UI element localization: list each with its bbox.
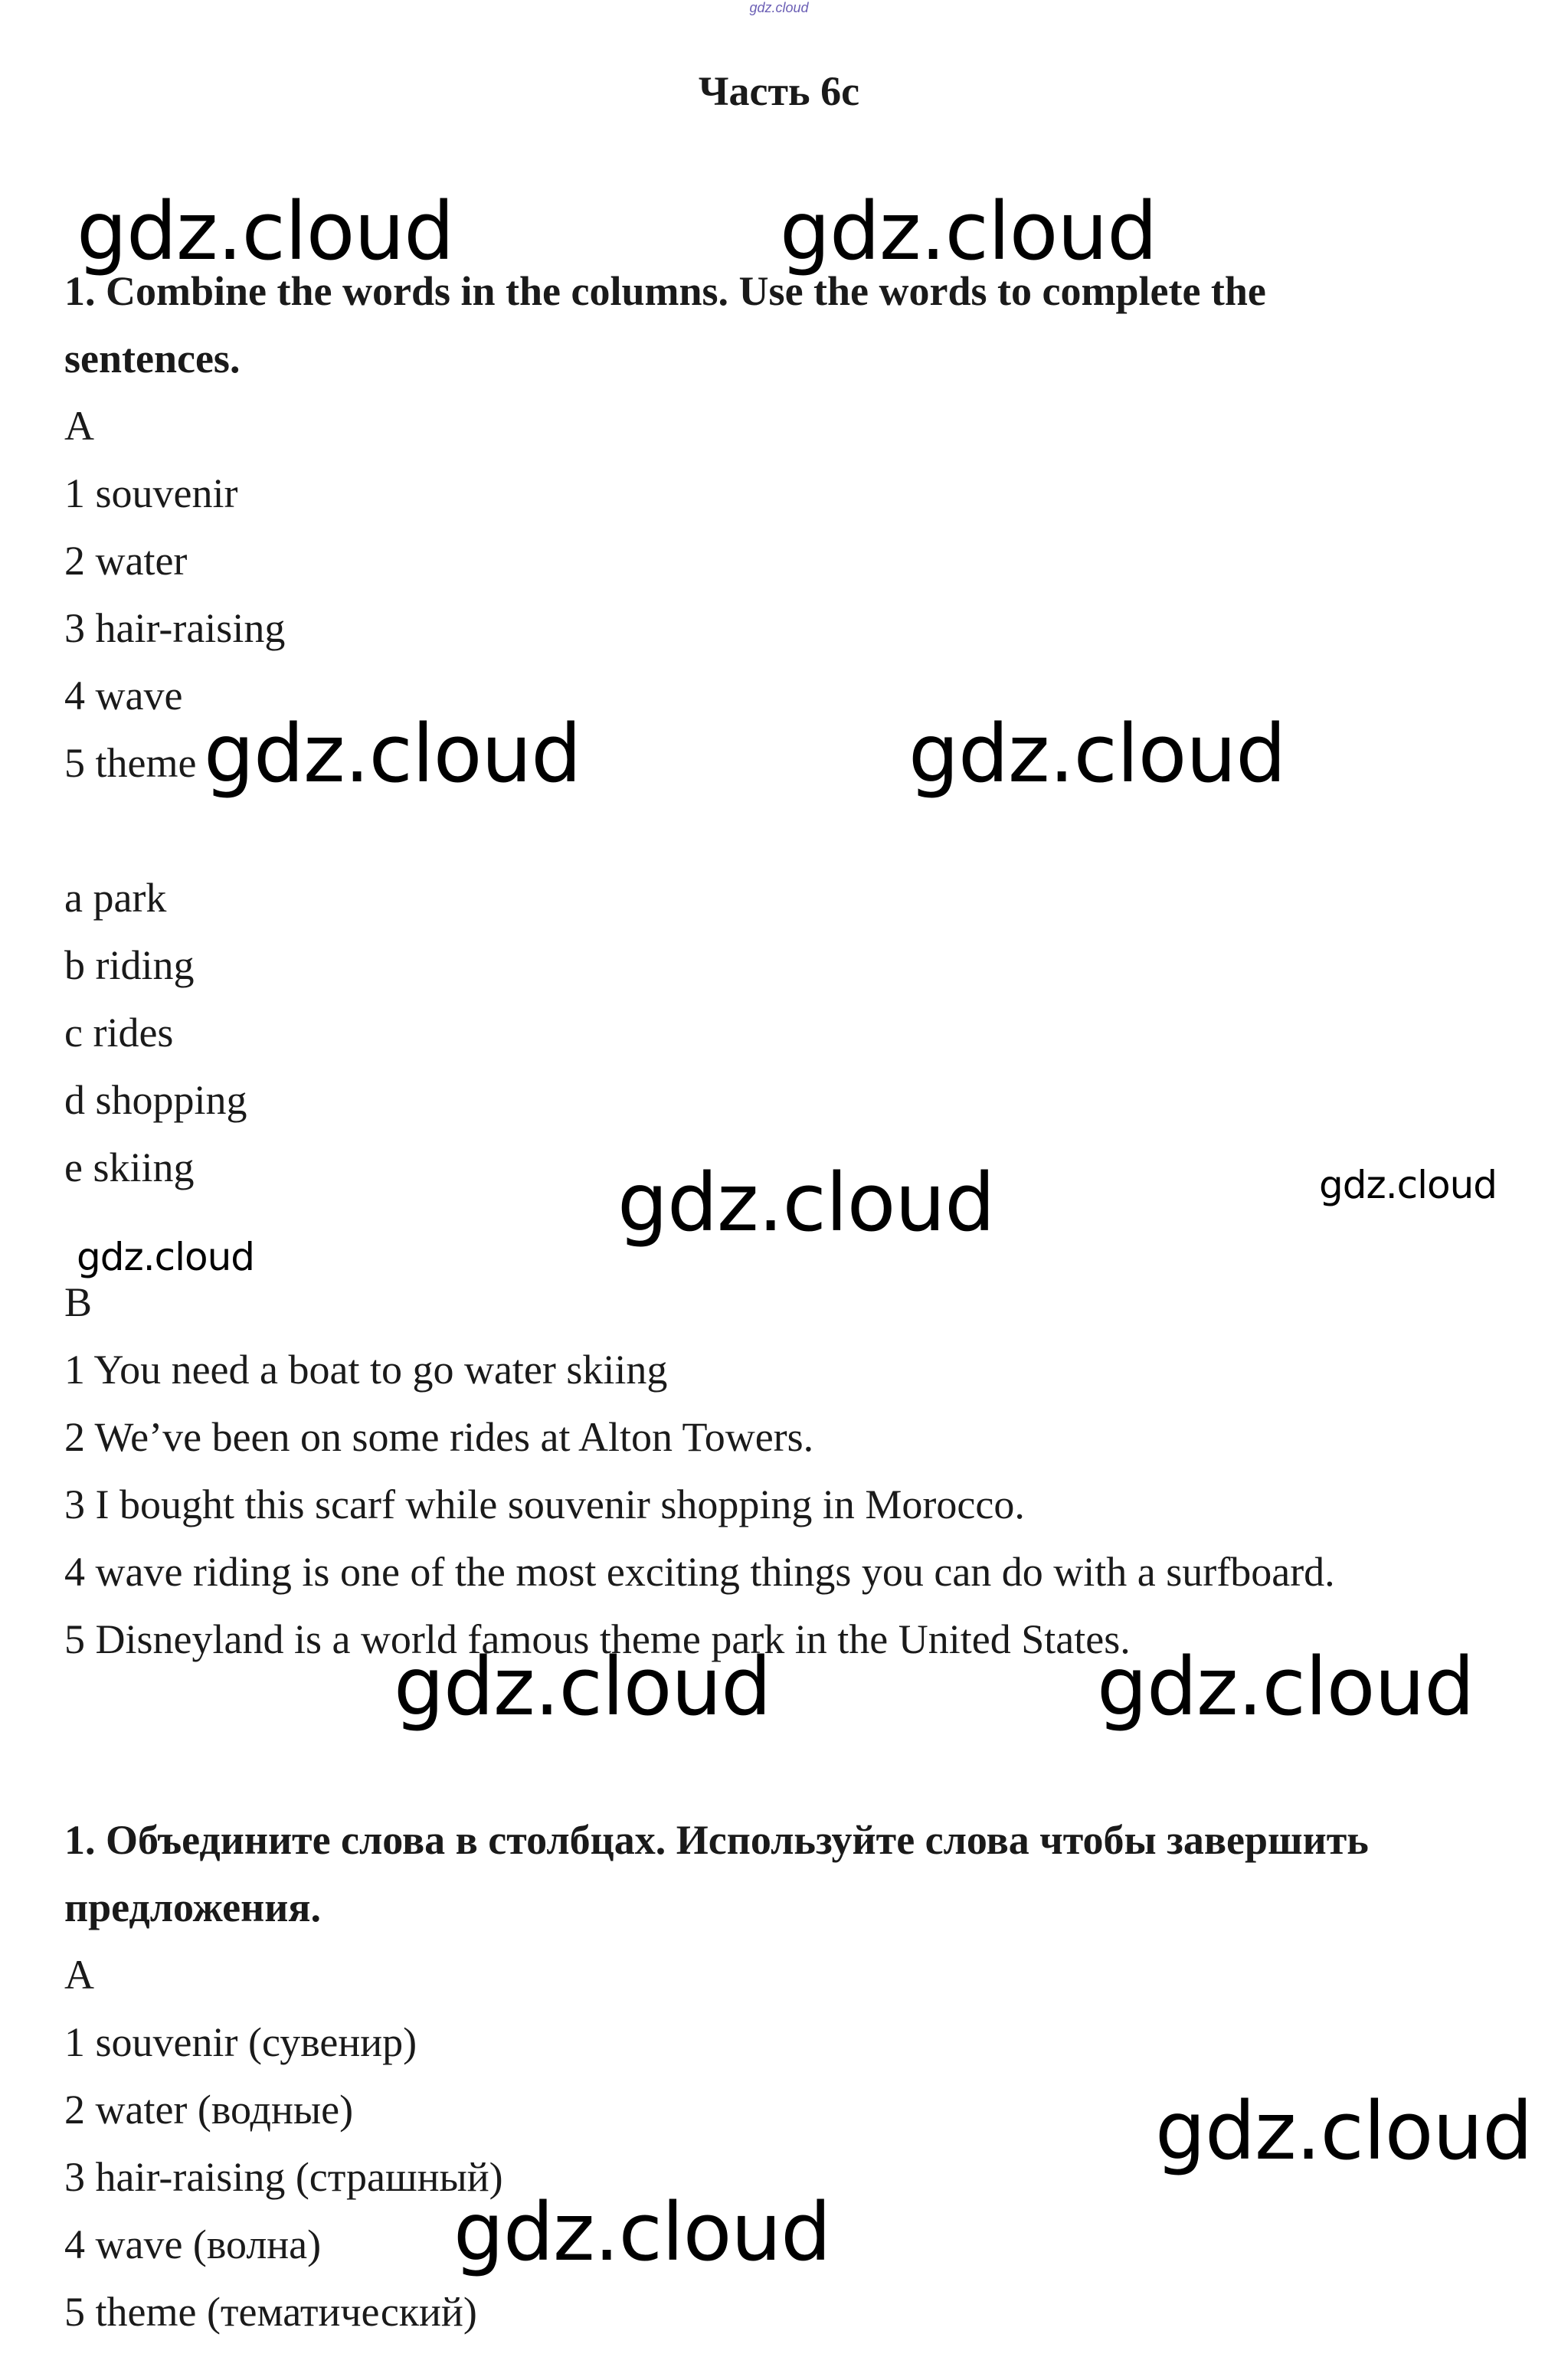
sentence-item: 1 You need a boat to go water skiing <box>64 1347 668 1393</box>
column-one-item: 2 water <box>64 538 188 584</box>
column-two-item: a park <box>64 875 167 921</box>
sentence-item: 4 wave riding is one of the most exciting things you can do with a surfboard. <box>64 1549 1335 1595</box>
section-a-label-ru: A <box>64 1952 94 1998</box>
column-one-item-ru: 2 water (водные) <box>64 2087 354 2133</box>
section-b-label: B <box>64 1279 93 1325</box>
sentence-item: 2 We’ve been on some rides at Alton Towers. <box>64 1414 814 1460</box>
watermark-text: gdz.cloud <box>1319 1163 1497 1207</box>
column-one-item-ru: 4 wave (волна) <box>64 2221 322 2267</box>
column-two-item: b riding <box>64 942 195 988</box>
column-one-item: 1 souvenir <box>64 470 238 516</box>
task-heading-ru-line1: 1. Объедините слова в столбцах. Используйте слова чтобы завершить <box>64 1817 1369 1863</box>
watermark-text: gdz.cloud <box>780 185 1157 278</box>
watermark-text: gdz.cloud <box>394 1640 771 1733</box>
task-heading-line2: sentences. <box>64 336 241 381</box>
sentence-item: 3 I bought this scarf while souvenir shopping in Morocco. <box>64 1481 1025 1527</box>
column-one-item-ru: 5 theme (тематический) <box>64 2289 477 2335</box>
watermark-text: gdz.cloud <box>453 2185 831 2279</box>
watermark-text: gdz.cloud <box>204 707 581 800</box>
watermark-text: gdz.cloud <box>77 1235 255 1279</box>
watermark-text: gdz.cloud <box>617 1156 995 1249</box>
section-a-label: A <box>64 403 94 449</box>
watermark-text: gdz.cloud <box>1155 2084 1533 2178</box>
watermark-text: gdz.cloud <box>77 185 454 278</box>
watermark-text: gdz.cloud <box>908 707 1286 800</box>
column-one-item-ru: 3 hair-raising (страшный) <box>64 2154 503 2200</box>
sentence-item: 5 Disneyland is a world famous theme park in the United States. <box>64 1616 1131 1662</box>
top-watermark: gdz.cloud <box>749 0 809 15</box>
column-one-item: 5 theme <box>64 740 197 786</box>
column-one-item-ru: 1 souvenir (сувенир) <box>64 2019 417 2065</box>
task-heading-ru-line2: предложения. <box>64 1884 322 1930</box>
column-two-item: d shopping <box>64 1077 247 1123</box>
column-two-item: e skiing <box>64 1144 195 1190</box>
watermark-text: gdz.cloud <box>1097 1640 1475 1733</box>
column-one-item: 3 hair-raising <box>64 605 286 651</box>
column-two-item: c rides <box>64 1010 174 1056</box>
task-heading-line1: 1. Combine the words in the columns. Use the words to complete the <box>64 268 1266 314</box>
page-title: Часть 6c <box>698 68 860 114</box>
column-one-item: 4 wave <box>64 673 183 719</box>
